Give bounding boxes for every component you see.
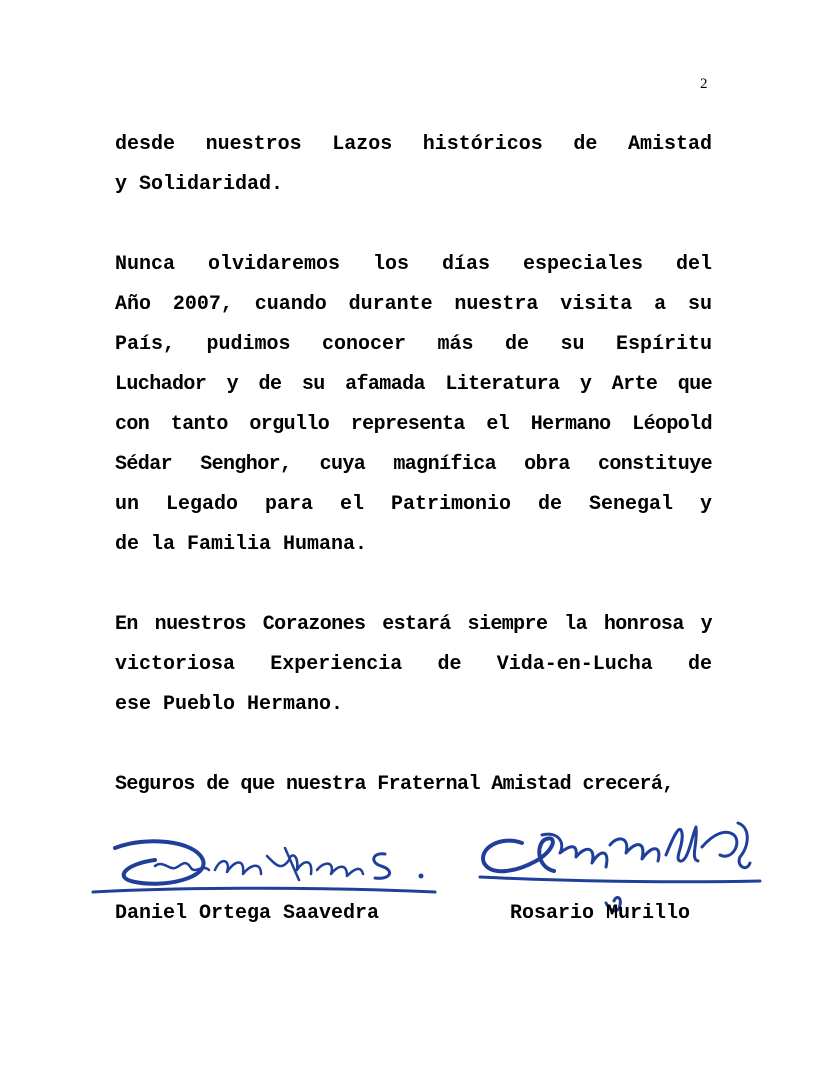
paragraph-2-line-5: con tanto orgullo representa el Hermano Léopold	[115, 413, 712, 436]
signatory-name-right: Rosario Murillo	[510, 902, 691, 925]
paragraph-3-line-2: victoriosa Experiencia de Vida-en-Lucha de	[115, 653, 712, 676]
paragraph-2-line-1: Nunca olvidaremos los días especiales del	[115, 253, 712, 276]
paragraph-2-line-6: Sédar Senghor, cuya magnífica obra constituye	[115, 453, 712, 476]
paragraph-2-line-4: Luchador y de su afamada Literatura y Arte que	[115, 373, 712, 396]
page-number: 2	[700, 76, 708, 92]
paragraph-2-line-3: País, pudimos conocer más de su Espíritu	[115, 333, 712, 356]
signature-left	[85, 830, 450, 905]
paragraph-3-line-1: En nuestros Corazones estará siempre la honrosa y	[115, 613, 712, 636]
paragraph-2-line-2: Año 2007, cuando durante nuestra visita a su	[115, 293, 712, 316]
paragraph-3-line-3: ese Pueblo Hermano.	[115, 693, 344, 716]
signatory-name-left: Daniel Ortega Saavedra	[115, 902, 380, 925]
paragraph-1-line-2: y Solidaridad.	[115, 173, 284, 196]
paragraph-2-line-7: un Legado para el Patrimonio de Senegal y	[115, 493, 712, 516]
paragraph-2-line-8: de la Familia Humana.	[115, 533, 368, 556]
paragraph-4-line-1: Seguros de que nuestra Fraternal Amistad crecerá,	[115, 773, 674, 796]
paragraph-1-line-1: desde nuestros Lazos históricos de Amistad	[115, 133, 712, 156]
